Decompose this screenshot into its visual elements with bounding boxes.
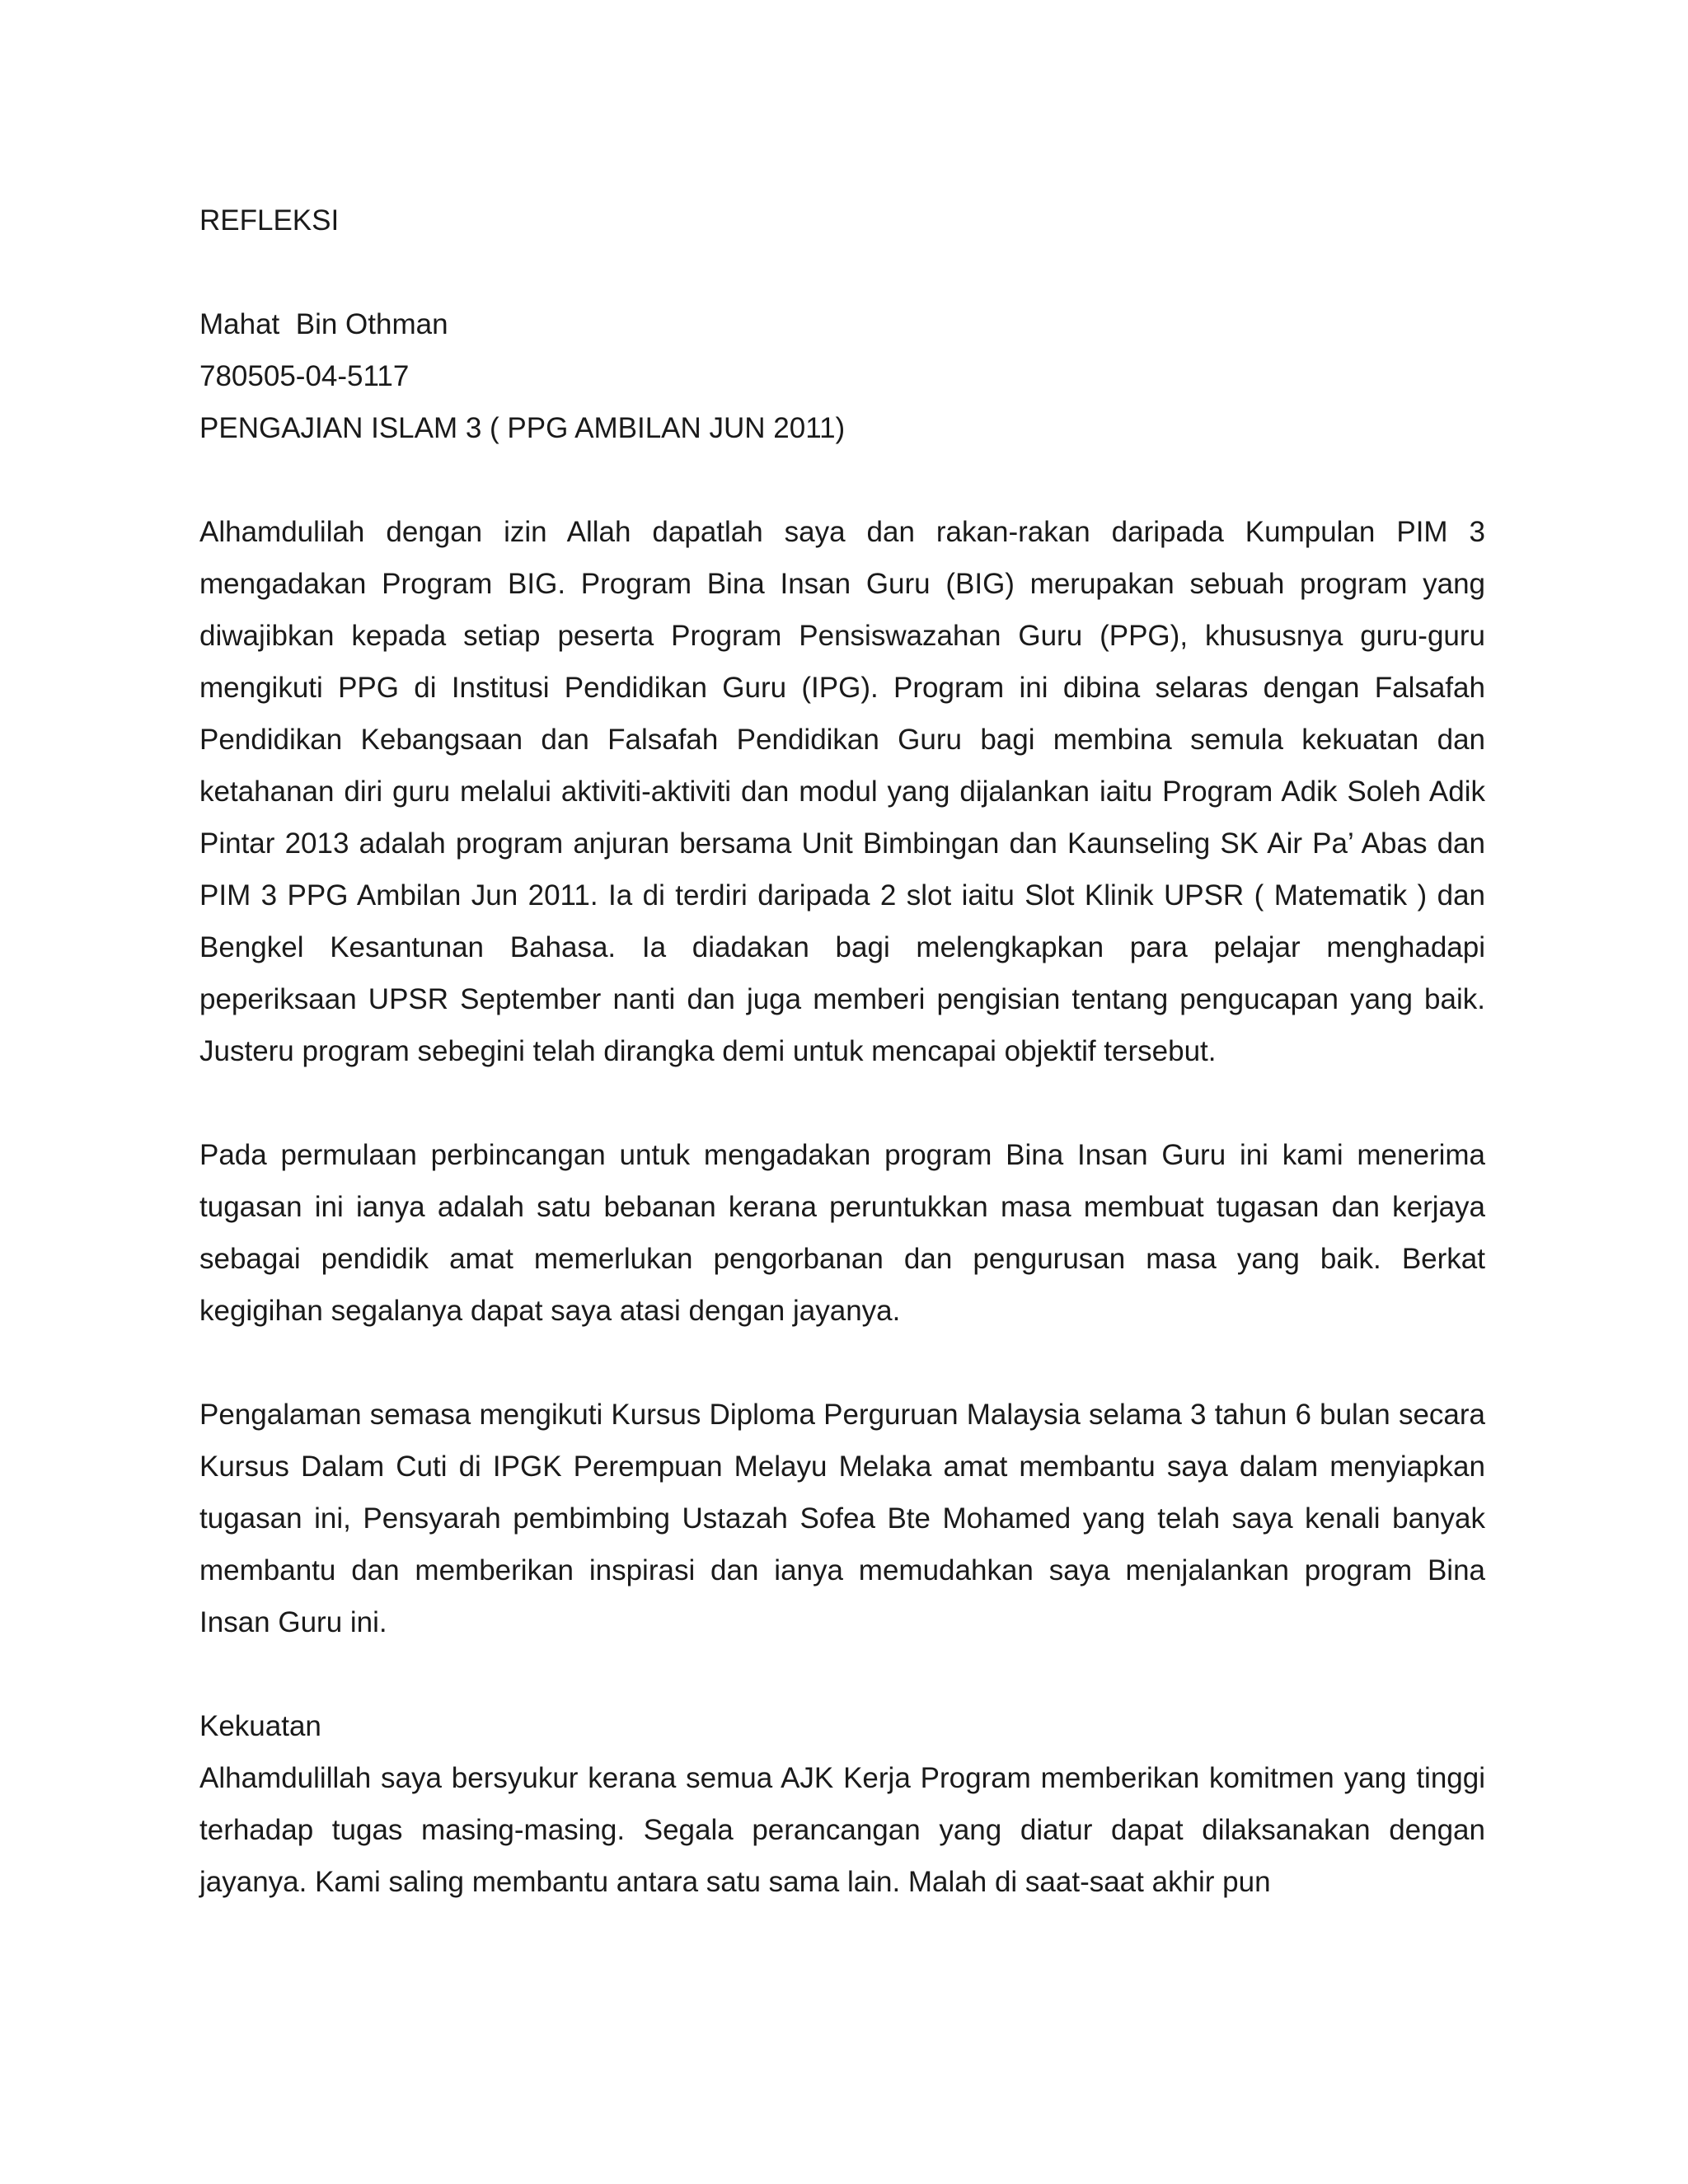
section-heading-strengths: Kekuatan [199,1710,321,1742]
spacer [199,1648,1485,1700]
document-title: REFLEKSI [199,204,340,237]
paragraph-introduction: Alhamdulilah dengan izin Allah dapatlah saya dan rakan-rakan daripada Kumpulan PIM 3 mengadakan Program BIG. Program Bina Insan Guru (BIG) merupakan sebuah program yang diwajibkan kepada setiap peserta Program Pensiswazahan Guru (PPG), khususnya guru-guru mengikuti PPG di Institusi Pendidikan Guru (IPG). Program ini dibina selaras dengan Falsafah Pendidikan Kebangsaan dan Falsafah Pendidikan Guru bagi membina semula kekuatan dan ketahanan diri guru melalui aktiviti-aktiviti dan modul yang dijalankan iaitu Program Adik Soleh Adik Pintar 2013 adalah program anjuran bersama Unit Bimbingan dan Kaunseling SK Air Pa’ Abas dan PIM 3 PPG Ambilan Jun 2011. Ia di terdiri daripada 2 slot iaitu Slot Klinik UPSR ( Matematik ) dan Bengkel Kesantunan Bahasa. Ia diadakan bagi melengkapkan para pelajar menghadapi peperiksaan UPSR September nanti dan juga memberi pengisian tentang pengucapan yang baik. Justeru program sebegini telah dirangka demi untuk mencapai objektif tersebut. [199,516,1485,1067]
spacer [199,454,1485,506]
paragraph-experience: Pengalaman semasa mengikuti Kursus Diploma Perguruan Malaysia selama 3 tahun 6 bulan secara Kursus Dalam Cuti di IPGK Perempuan Melayu Melaka amat membantu saya dalam menyiapkan tugasan ini, Pensyarah pembimbing Ustazah Sofea Bte Mohamed yang telah saya kenali banyak membantu dan memberikan inspirasi dan ianya memudahkan saya menjalankan program Bina Insan Guru ini. [199,1399,1485,1638]
spacer [199,246,1485,298]
paragraph-strengths: Alhamdulillah saya bersyukur kerana semua AJK Kerja Program memberikan komitmen yang tinggi terhadap tugas masing-masing. Segala perancangan yang diatur dapat dilaksanakan dengan jayanya. Kami saling membantu antara satu sama lain. Malah di saat-saat akhir pun [199,1762,1485,1898]
spacer [199,1077,1485,1129]
id-number: 780505-04-5117 [199,360,410,392]
spacer [199,1337,1485,1389]
course-name: PENGAJIAN ISLAM 3 ( PPG AMBILAN JUN 2011) [199,412,846,444]
author-name: Mahat Bin Othman [199,308,448,340]
document-body [199,194,1485,1908]
paragraph-initial-discussion: Pada permulaan perbincangan untuk mengadakan program Bina Insan Guru ini kami menerima tugasan ini ianya adalah satu bebanan kerana peruntukkan masa membuat tugasan dan kerjaya sebagai pendidik amat memerlukan pengorbanan dan pengurusan masa yang baik. Berkat kegigihan segalanya dapat saya atasi dengan jayanya. [199,1139,1485,1327]
